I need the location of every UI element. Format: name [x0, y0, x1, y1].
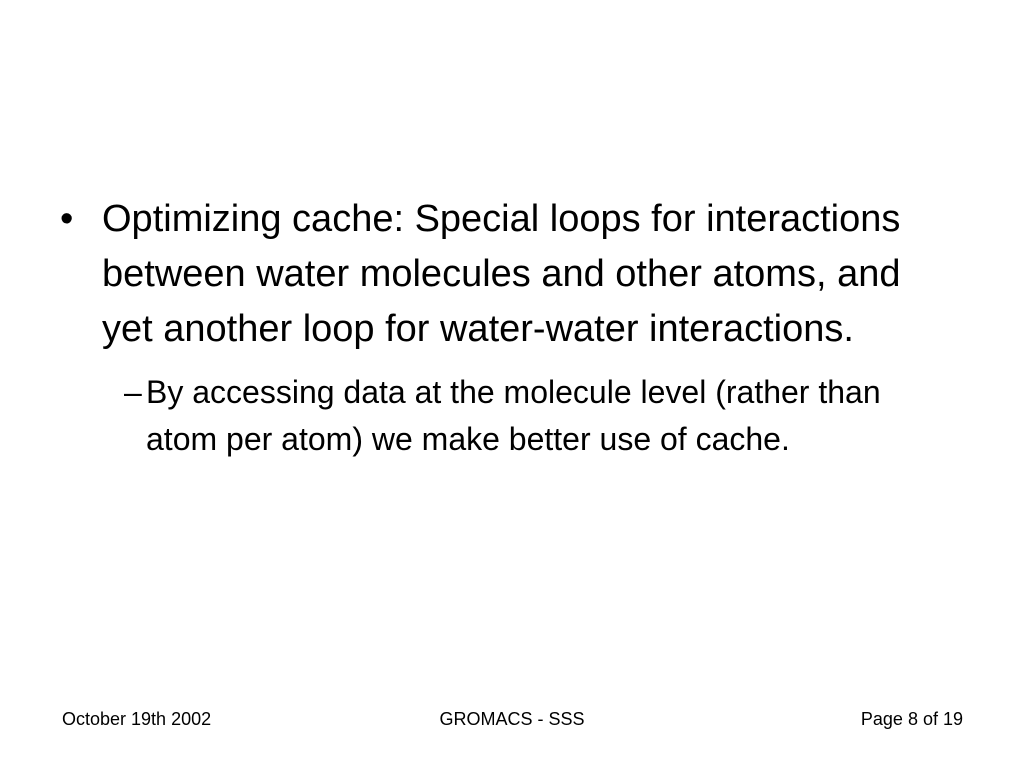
sub-bullet-item [124, 369, 946, 463]
footer-page-number: Page 8 of 19 [860, 709, 963, 729]
sub-bullet-marker: – [124, 374, 142, 410]
slide-content [60, 192, 960, 463]
sub-bullet-text: By accessing data at the molecule level (rather than atom per atom) we make better use of cache. [146, 374, 881, 457]
bullet-text: Optimizing cache: Special loops for interactions between water molecules and other atoms, and yet another loop for water-water interactions. [102, 198, 901, 350]
bullet-item [60, 192, 960, 357]
footer-date: October 19th 2002 [62, 709, 212, 729]
slide-footer [0, 707, 1024, 731]
bullet-marker: • [60, 198, 74, 240]
footer-title: GROMACS - SSS [439, 709, 585, 729]
